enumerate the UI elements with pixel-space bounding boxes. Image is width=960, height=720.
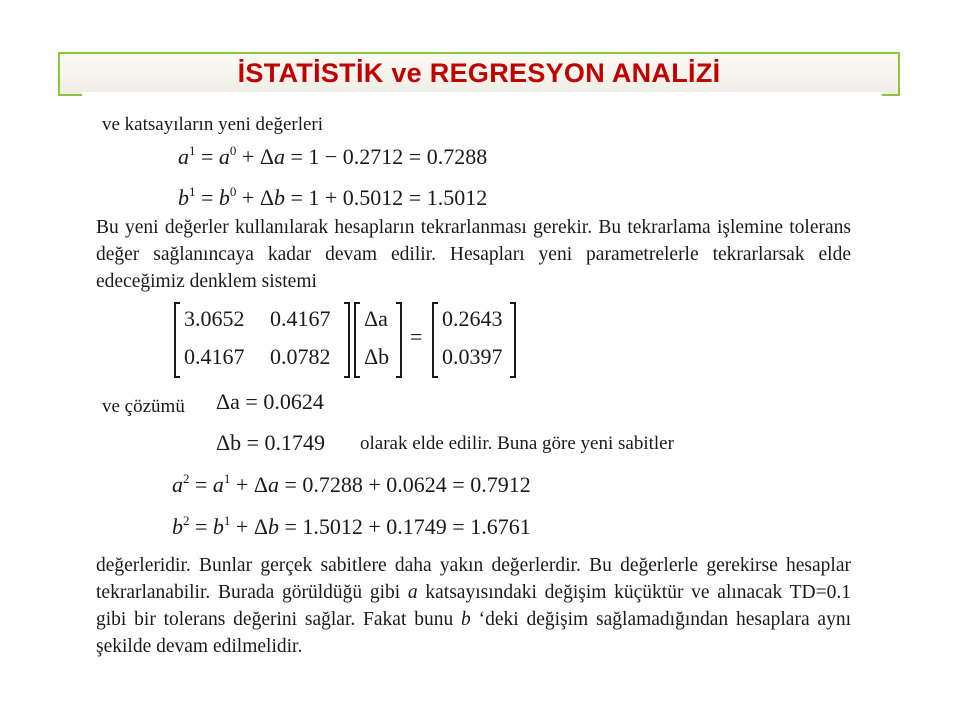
equation-a1: $a^1 = a^0 + \Delta a = 1 - 0.2712 = 0.7288$: [178, 143, 488, 169]
matrix-a-cell: 0.0782: [270, 344, 331, 369]
vector-b-cell: 0.2643: [442, 306, 503, 331]
intro-line: ve katsayıların yeni değerleri: [102, 114, 324, 135]
delta-b-solution: Δb = 0.1749: [216, 430, 326, 455]
matrix-a-cell: 0.4167: [184, 344, 245, 369]
equation-b2: $b^2 = b^1 + \Delta b = 1.5012 + 0.1749 = 1.6761$: [172, 513, 531, 539]
equation-b1: $b^1 = b^0 + \Delta b = 1 + 0.5012 = 1.5012$: [178, 184, 488, 210]
delta-a-solution: Δa = 0.0624: [216, 389, 324, 414]
banner-notch: [82, 92, 882, 102]
equation-a2: $a^2 = a^1 + \Delta a = 0.7288 + 0.0624 = 0.7912$: [172, 471, 531, 497]
vector-b-left-bracket: [432, 302, 438, 378]
solution-label: ve çözümü: [102, 396, 185, 417]
vector-x-left-bracket: [354, 302, 360, 378]
matrix-a-left-bracket: [174, 302, 180, 378]
vector-b-cell: 0.0397: [442, 344, 503, 369]
solution-continuation: olarak elde edilir. Buna göre yeni sabitler: [360, 433, 674, 454]
title-banner: [58, 52, 900, 96]
page-title: İSTATİSTİK ve REGRESYON ANALİZİ: [237, 58, 721, 88]
vector-x-cell: Δa: [364, 306, 388, 331]
matrix-a-cell: 0.4167: [270, 306, 331, 331]
matrix-a-right-bracket: [344, 302, 350, 378]
paragraph-iteration: Bu yeni değerler kullanılarak hesapların tekrarlanması gerekir. Bu tekrarlama işlemine tolerans değer sağlanıncaya kadar devam edilir. Hesapları yeni parametrelerle tekrarlarsak elde edeceğimiz denklem sistemi: [96, 217, 851, 292]
matrix-a-cell: 3.0652: [184, 306, 245, 331]
vector-x-right-bracket: [396, 302, 402, 378]
matrix-equation: [174, 302, 524, 380]
paragraph-conclusion: değerleridir. Bunlar gerçek sabitlere daha yakın değerlerdir. Bu değerlerle gerekirse hesaplar tekrarlanabilir. Burada görüldüğü gibi a katsayısındaki değişim küçüktür ve alınacak TD=0.1 gibi bir tolerans değerini sağlar. Fakat bunu b ‘deki değişim sağlamadığından hesaplara aynı şekilde devam edilmelidir.: [96, 555, 852, 657]
vector-b-right-bracket: [510, 302, 516, 378]
vector-x-cell: Δb: [364, 344, 390, 369]
matrix-equals-sign: =: [410, 324, 423, 349]
